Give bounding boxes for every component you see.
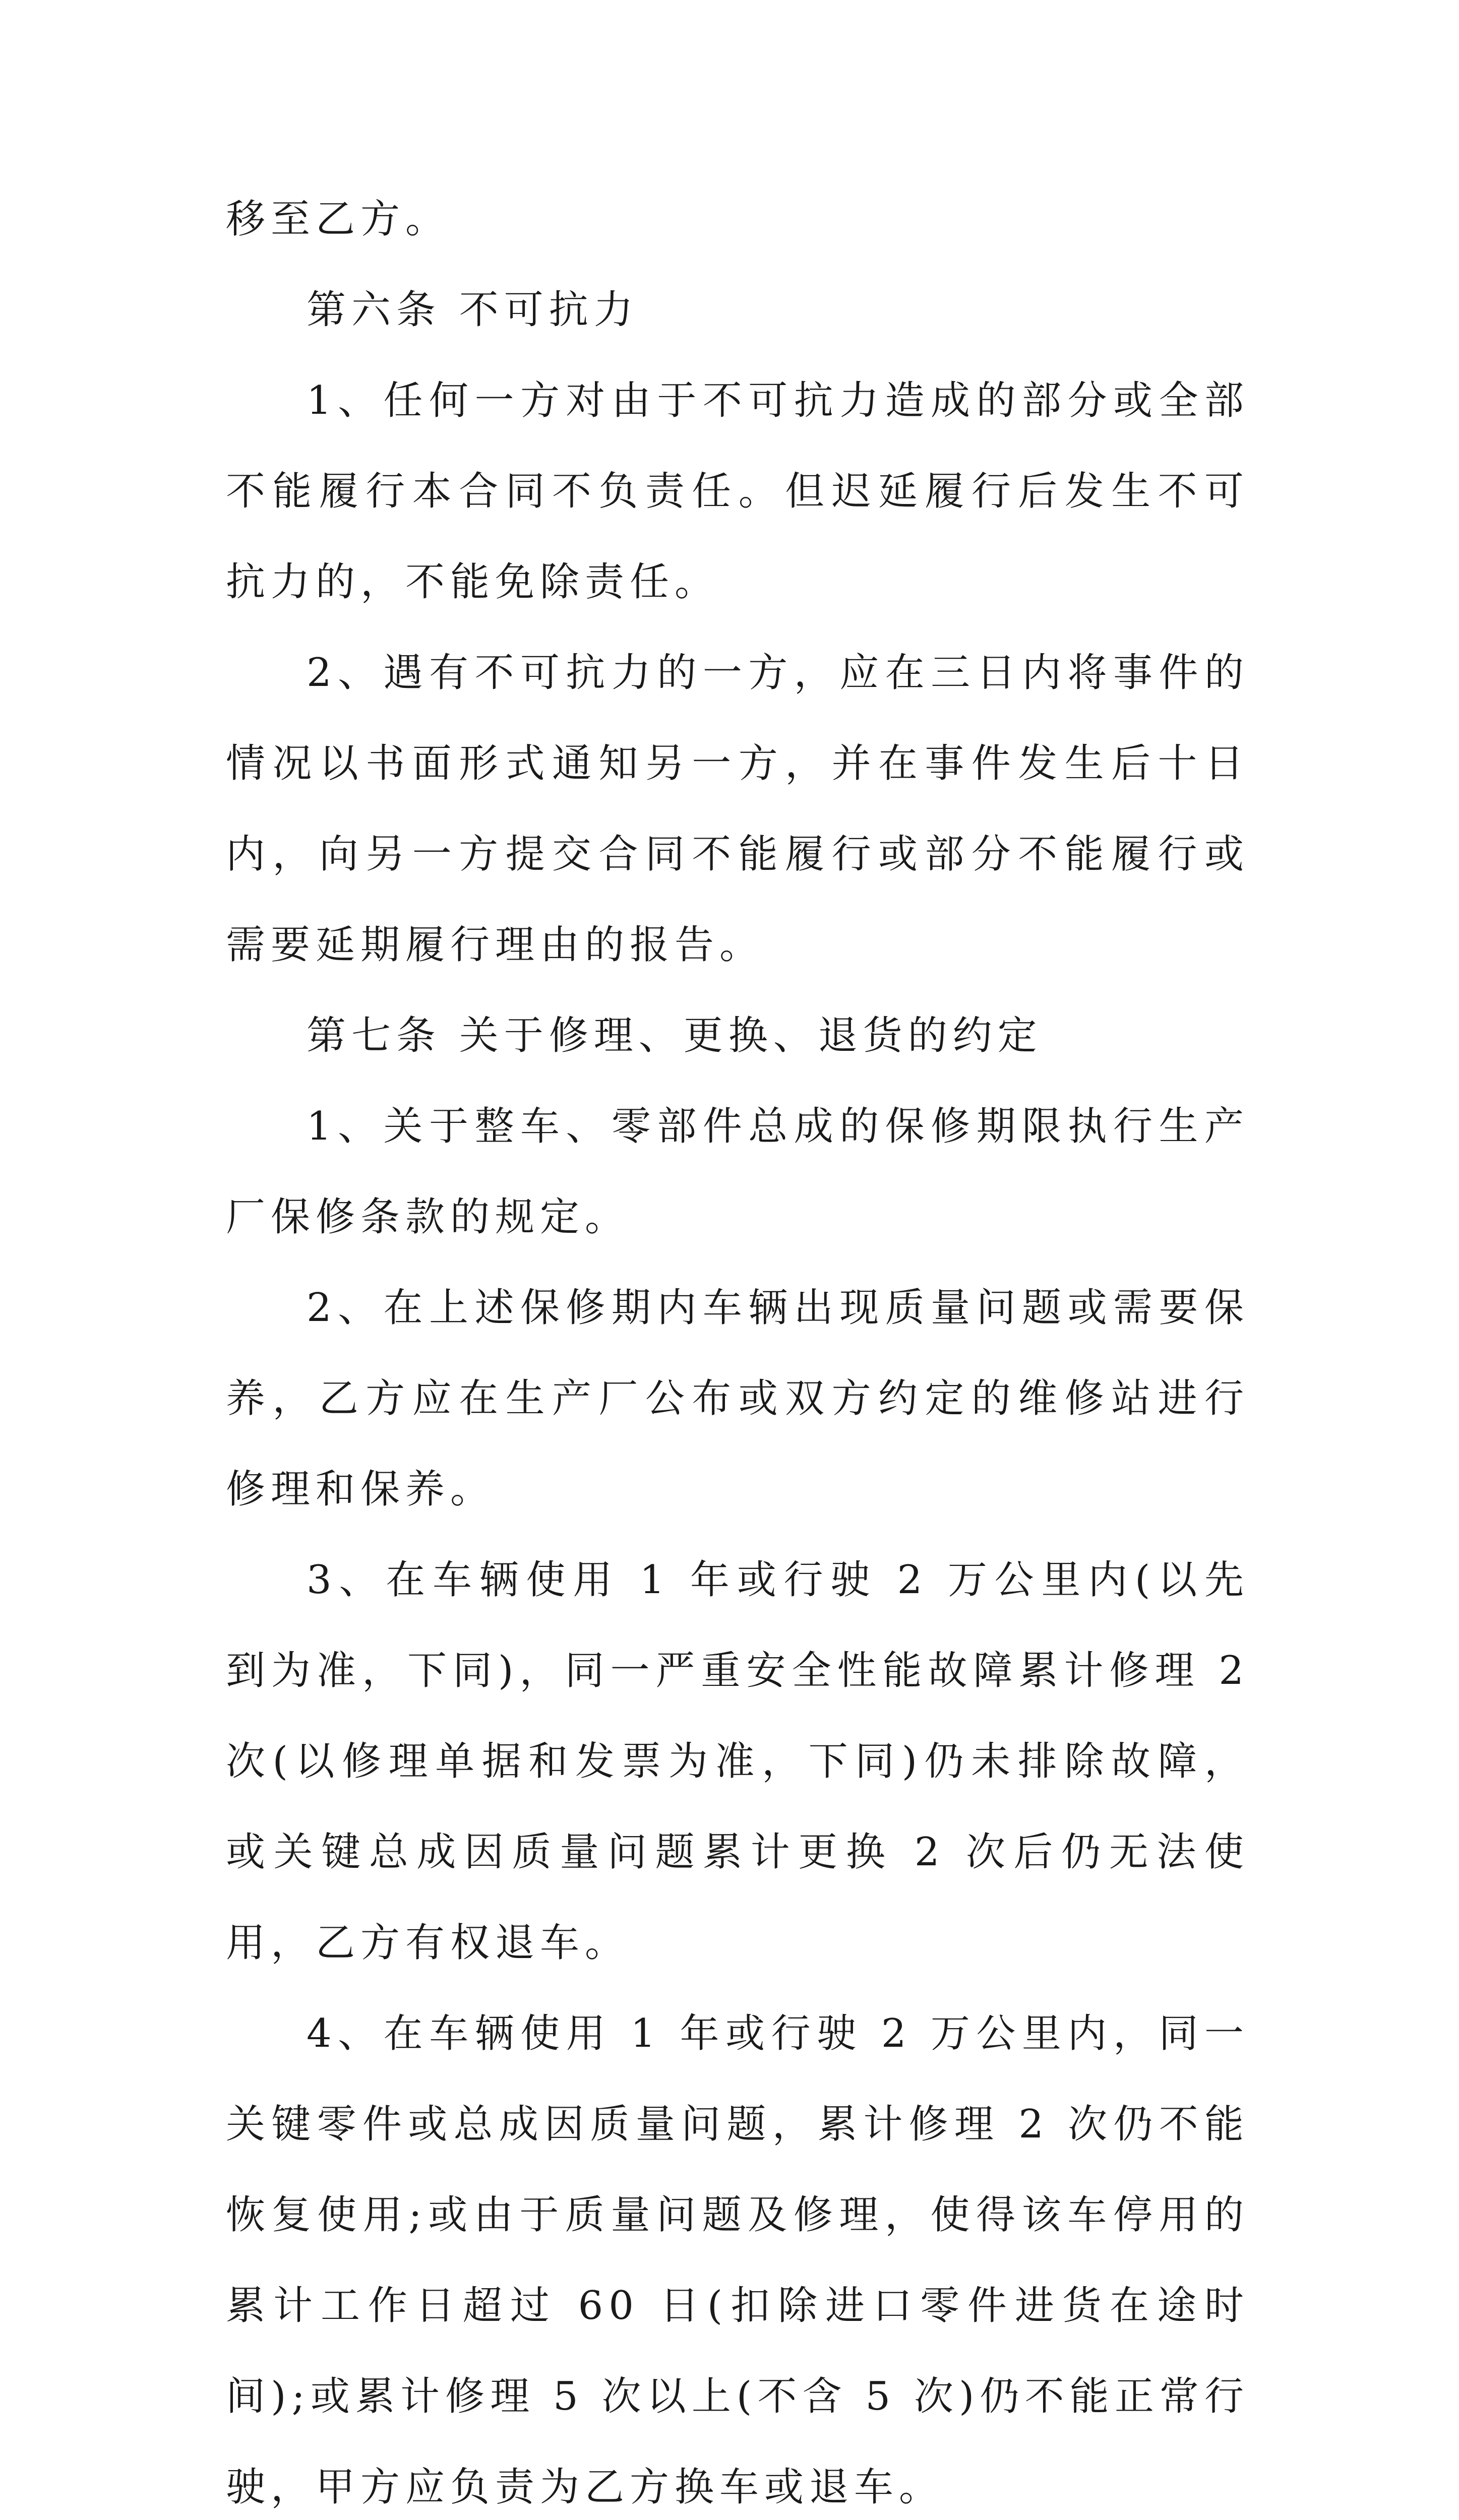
document-body	[226, 174, 1249, 2520]
paragraph-continuation: 移至乙方。	[226, 197, 451, 242]
article-6-clause-1: 1、任何一方对由于不可抗力造成的部分或全部不能履行本合同不负责任。但迟延履行后发生不可抗力的，不能免除责任。	[226, 378, 1249, 605]
article-7-clause-4: 4、在车辆使用 1 年或行驶 2 万公里内，同一关键零件或总成因质量问题，累计修理 2 次仍不能恢复使用;或由于质量问题及修理，使得该车停用的累计工作日超过 60 日(扣除进口零件进货在途时间);或累计修理 5 次以上(不含 5 次)仍不能正常行驶，甲方应负责为乙方换车或退车。	[226, 2011, 1249, 2510]
article-7-clause-3: 3、在车辆使用 1 年或行驶 2 万公里内(以先到为准，下同)，同一严重安全性能故障累计修理 2 次(以修理单据和发票为准，下同)仍未排除故障，或关键总成因质量问题累计更换 2 次后仍无法使用，乙方有权退车。	[226, 1557, 1249, 1966]
article-7-clause-2: 2、在上述保修期内车辆出现质量问题或需要保养，乙方应在生产厂公布或双方约定的维修站进行修理和保养。	[226, 1285, 1249, 1512]
article-6-clause-2: 2、遇有不可抗力的一方，应在三日内将事件的情况以书面形式通知另一方，并在事件发生后十日内，向另一方提交合同不能履行或部分不能履行或需要延期履行理由的报告。	[226, 650, 1249, 968]
article-7-clause-1: 1、关于整车、零部件总成的保修期限执行生产厂保修条款的规定。	[226, 1104, 1249, 1240]
article-7-heading: 第七条 关于修理、更换、退货的约定	[307, 1013, 1043, 1058]
article-6-heading: 第六条 不可抗力	[307, 287, 639, 333]
